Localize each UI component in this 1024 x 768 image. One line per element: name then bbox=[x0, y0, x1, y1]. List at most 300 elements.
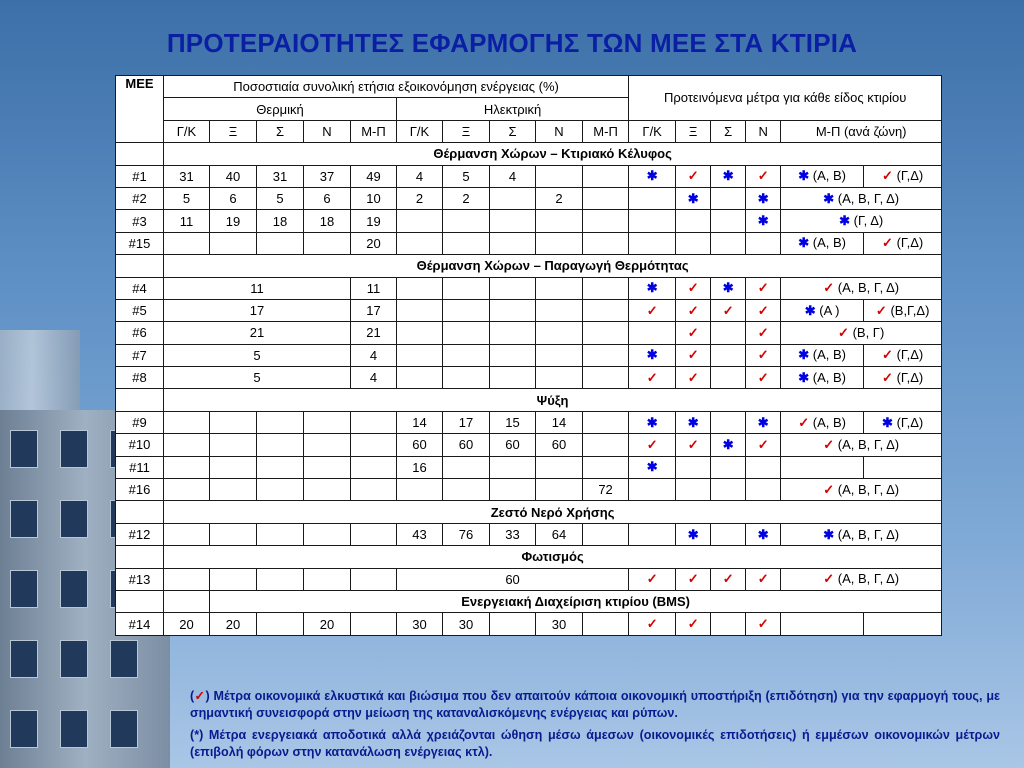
value-cell: 4 bbox=[351, 367, 397, 389]
measure-cell bbox=[711, 187, 746, 209]
table-row bbox=[116, 434, 942, 456]
row-id: #12 bbox=[116, 523, 164, 545]
section-row bbox=[116, 255, 942, 277]
row-id: #2 bbox=[116, 187, 164, 209]
row-id: #9 bbox=[116, 411, 164, 433]
star-icon: ✱ bbox=[646, 168, 658, 184]
value-cell bbox=[490, 299, 536, 321]
value-cell: 19 bbox=[210, 210, 257, 232]
measure-cell bbox=[676, 210, 711, 232]
value-cell bbox=[397, 367, 443, 389]
check-icon: ✓ bbox=[757, 436, 769, 452]
section-title: Ψύξη bbox=[164, 389, 942, 411]
value-cell bbox=[257, 523, 304, 545]
value-cell bbox=[443, 479, 490, 501]
measure-cell bbox=[746, 613, 781, 635]
thermal-merged-value: 11 bbox=[164, 277, 351, 299]
value-cell bbox=[583, 523, 629, 545]
value-cell bbox=[304, 479, 351, 501]
value-cell: 33 bbox=[490, 523, 536, 545]
table-row bbox=[116, 367, 942, 389]
check-icon: ✓ bbox=[646, 616, 658, 632]
measure-cell bbox=[711, 456, 746, 478]
header-row-1 bbox=[116, 76, 942, 98]
thermal-merged-value: 21 bbox=[164, 322, 351, 344]
value-cell bbox=[490, 187, 536, 209]
star-icon: ✱ bbox=[722, 436, 734, 452]
row-id: #14 bbox=[116, 613, 164, 635]
section-title: Θέρμανση Χώρων – Κτιριακό Κέλυφος bbox=[164, 143, 942, 165]
row-id: #8 bbox=[116, 367, 164, 389]
value-cell: 14 bbox=[536, 411, 583, 433]
measure-cell bbox=[746, 232, 781, 254]
value-cell bbox=[490, 344, 536, 366]
value-cell bbox=[490, 613, 536, 635]
measure-cell bbox=[746, 568, 781, 590]
value-cell: 20 bbox=[304, 613, 351, 635]
col-n-measures: Ν bbox=[746, 120, 781, 142]
star-icon: ✱ bbox=[646, 347, 658, 363]
zone-label: (Α ) bbox=[819, 302, 840, 318]
value-cell bbox=[164, 232, 210, 254]
zone-label: (Α, Β) bbox=[812, 347, 847, 363]
value-cell bbox=[164, 411, 210, 433]
measure-cell bbox=[676, 523, 711, 545]
value-cell: 21 bbox=[351, 322, 397, 344]
page-title: ΠΡΟΤΕΡΑΙΟΤΗΤΕΣ ΕΦΑΡΜΟΓΗΣ ΤΩΝ ΜΕΕ ΣΤΑ ΚΤΙΡΙΑ bbox=[166, 28, 858, 58]
measure-cell bbox=[711, 277, 746, 299]
measure-cell bbox=[629, 456, 676, 478]
measure-zone-cell bbox=[781, 479, 942, 501]
check-icon: ✓ bbox=[838, 324, 849, 340]
check-icon: ✓ bbox=[687, 302, 699, 318]
value-cell bbox=[536, 479, 583, 501]
measure-zone-cell bbox=[781, 367, 864, 389]
star-icon: ✱ bbox=[722, 168, 734, 184]
check-icon: ✓ bbox=[722, 571, 734, 587]
value-cell bbox=[583, 411, 629, 433]
value-cell: 11 bbox=[351, 277, 397, 299]
value-cell: 30 bbox=[397, 613, 443, 635]
measure-zone-cell bbox=[781, 210, 942, 232]
zone-label: (Α, Β) bbox=[812, 414, 847, 430]
measure-cell bbox=[629, 210, 676, 232]
table-row bbox=[116, 322, 942, 344]
measure-cell bbox=[746, 523, 781, 545]
section-title: Ζεστό Νερό Χρήσης bbox=[164, 501, 942, 523]
footnotes bbox=[190, 688, 1000, 766]
measure-zone-cell bbox=[864, 232, 942, 254]
zone-label: (Α, Β) bbox=[812, 168, 847, 184]
value-cell bbox=[583, 344, 629, 366]
check-icon: ✓ bbox=[687, 436, 699, 452]
value-cell: 11 bbox=[164, 210, 210, 232]
col-gk-measures: Γ/Κ bbox=[629, 120, 676, 142]
value-cell: 5 bbox=[443, 165, 490, 187]
zone-label: (Γ, Δ) bbox=[853, 213, 884, 229]
measure-cell bbox=[629, 523, 676, 545]
value-cell bbox=[583, 613, 629, 635]
value-cell: 10 bbox=[351, 187, 397, 209]
value-cell bbox=[536, 165, 583, 187]
zone-label: (Α, Β, Γ, Δ) bbox=[837, 190, 900, 206]
value-cell: 60 bbox=[443, 434, 490, 456]
check-icon: ✓ bbox=[757, 616, 769, 632]
measure-cell bbox=[629, 322, 676, 344]
measure-cell bbox=[676, 165, 711, 187]
star-icon: ✱ bbox=[687, 190, 699, 206]
value-cell: 18 bbox=[257, 210, 304, 232]
star-icon: ✱ bbox=[798, 235, 810, 251]
measure-zone-cell bbox=[864, 367, 942, 389]
measure-cell bbox=[711, 165, 746, 187]
value-cell bbox=[583, 210, 629, 232]
value-cell: 19 bbox=[351, 210, 397, 232]
value-cell bbox=[536, 322, 583, 344]
star-icon: ✱ bbox=[646, 280, 658, 296]
section-title: Θέρμανση Χώρων – Παραγωγή Θερμότητας bbox=[164, 255, 942, 277]
measure-cell bbox=[746, 277, 781, 299]
col-x-electric: Ξ bbox=[443, 120, 490, 142]
star-icon: ✱ bbox=[823, 526, 835, 542]
table-row bbox=[116, 568, 942, 590]
value-cell bbox=[443, 322, 490, 344]
measure-cell bbox=[676, 232, 711, 254]
value-cell bbox=[164, 456, 210, 478]
measure-zone-cell bbox=[864, 411, 942, 433]
check-icon: ✓ bbox=[757, 324, 769, 340]
measure-cell bbox=[676, 299, 711, 321]
star-icon: ✱ bbox=[798, 369, 810, 385]
value-cell: 18 bbox=[304, 210, 351, 232]
row-id: #6 bbox=[116, 322, 164, 344]
check-icon: ✓ bbox=[687, 324, 699, 340]
table-row bbox=[116, 187, 942, 209]
measure-cell bbox=[629, 344, 676, 366]
value-cell: 64 bbox=[536, 523, 583, 545]
value-cell bbox=[443, 344, 490, 366]
measure-cell bbox=[746, 367, 781, 389]
row-id: #15 bbox=[116, 232, 164, 254]
footnote-star: (*) Μέτρα ενεργειακά αποδοτικά αλλά χρειάζονται ώθηση μέσω άμεσων (οικονομικές επιδοτήσεις) ή εμμέσων οικονομικών μέτρων (επιβολή φόρων στην κατανάλωση ενέργειας κτλ). bbox=[190, 728, 1000, 759]
measure-cell bbox=[676, 434, 711, 456]
star-icon: ✱ bbox=[757, 213, 769, 229]
value-cell: 20 bbox=[351, 232, 397, 254]
row-id: #4 bbox=[116, 277, 164, 299]
measure-cell bbox=[629, 613, 676, 635]
section-title: Ενεργειακή Διαχείριση κτιρίου (BMS) bbox=[210, 590, 942, 612]
measure-zone-cell bbox=[781, 523, 942, 545]
col-n-electric: Ν bbox=[536, 120, 583, 142]
value-cell bbox=[583, 322, 629, 344]
table-row bbox=[116, 523, 942, 545]
row-id: #16 bbox=[116, 479, 164, 501]
value-cell: 2 bbox=[443, 187, 490, 209]
value-cell bbox=[583, 367, 629, 389]
row-id: #13 bbox=[116, 568, 164, 590]
value-cell: 17 bbox=[351, 299, 397, 321]
value-cell: 40 bbox=[210, 165, 257, 187]
value-cell bbox=[536, 299, 583, 321]
check-icon: ✓ bbox=[757, 168, 769, 184]
measure-cell bbox=[676, 344, 711, 366]
measure-cell bbox=[676, 479, 711, 501]
check-icon: ✓ bbox=[882, 168, 893, 184]
table-row bbox=[116, 210, 942, 232]
value-cell bbox=[397, 277, 443, 299]
check-icon: ✓ bbox=[757, 302, 769, 318]
check-icon: ✓ bbox=[823, 436, 835, 452]
value-cell bbox=[210, 232, 257, 254]
value-cell bbox=[210, 479, 257, 501]
section-row bbox=[116, 143, 942, 165]
measure-cell bbox=[711, 367, 746, 389]
value-cell bbox=[164, 568, 210, 590]
value-cell bbox=[397, 479, 443, 501]
measure-cell bbox=[676, 411, 711, 433]
value-cell bbox=[351, 613, 397, 635]
star-icon: ✱ bbox=[687, 526, 699, 542]
value-cell bbox=[490, 232, 536, 254]
value-cell bbox=[490, 210, 536, 232]
value-cell bbox=[210, 523, 257, 545]
row-id: #3 bbox=[116, 210, 164, 232]
measure-zone-cell bbox=[781, 456, 864, 478]
value-cell bbox=[490, 479, 536, 501]
value-cell bbox=[257, 568, 304, 590]
value-cell: 5 bbox=[164, 187, 210, 209]
value-cell: 4 bbox=[351, 344, 397, 366]
check-icon: ✓ bbox=[646, 571, 658, 587]
value-cell: 2 bbox=[536, 187, 583, 209]
value-cell bbox=[210, 434, 257, 456]
measure-zone-cell bbox=[781, 232, 864, 254]
value-cell: 72 bbox=[583, 479, 629, 501]
value-cell bbox=[164, 434, 210, 456]
star-icon: ✱ bbox=[798, 347, 810, 363]
measure-zone-cell bbox=[781, 299, 864, 321]
measure-cell bbox=[746, 187, 781, 209]
measure-cell bbox=[746, 456, 781, 478]
value-cell: 30 bbox=[536, 613, 583, 635]
check-icon: ✓ bbox=[757, 347, 769, 363]
check-icon: ✓ bbox=[687, 571, 699, 587]
measure-zone-cell bbox=[864, 165, 942, 187]
value-cell bbox=[164, 479, 210, 501]
zone-label: (Γ,Δ) bbox=[896, 369, 924, 385]
measure-cell bbox=[629, 165, 676, 187]
value-cell bbox=[164, 523, 210, 545]
check-icon: ✓ bbox=[722, 302, 734, 318]
measure-cell bbox=[629, 277, 676, 299]
measure-zone-cell bbox=[781, 568, 942, 590]
thermal-merged-value: 17 bbox=[164, 299, 351, 321]
check-icon: ✓ bbox=[646, 369, 658, 385]
value-cell bbox=[351, 523, 397, 545]
row-id: #7 bbox=[116, 344, 164, 366]
measure-cell bbox=[746, 411, 781, 433]
value-cell bbox=[257, 411, 304, 433]
value-cell bbox=[490, 277, 536, 299]
table-row bbox=[116, 344, 942, 366]
star-icon: ✱ bbox=[646, 459, 658, 475]
value-cell: 60 bbox=[536, 434, 583, 456]
thermal-merged-value: 5 bbox=[164, 344, 351, 366]
value-cell: 60 bbox=[397, 434, 443, 456]
check-icon: ✓ bbox=[823, 571, 835, 587]
electric-merged-value: 60 bbox=[397, 568, 629, 590]
measure-cell bbox=[629, 187, 676, 209]
star-icon: ✱ bbox=[757, 526, 769, 542]
zone-label: (Γ,Δ) bbox=[896, 168, 924, 184]
check-icon: ✓ bbox=[875, 302, 887, 318]
value-cell bbox=[397, 344, 443, 366]
table-row bbox=[116, 411, 942, 433]
measure-cell bbox=[746, 434, 781, 456]
value-cell: 49 bbox=[351, 165, 397, 187]
measure-cell bbox=[746, 344, 781, 366]
table-row bbox=[116, 479, 942, 501]
value-cell bbox=[304, 456, 351, 478]
col-x-measures: Ξ bbox=[676, 120, 711, 142]
value-cell bbox=[210, 411, 257, 433]
value-cell: 14 bbox=[397, 411, 443, 433]
value-cell bbox=[583, 165, 629, 187]
star-icon: ✱ bbox=[722, 280, 734, 296]
priorities-table bbox=[115, 75, 942, 636]
value-cell: 60 bbox=[490, 434, 536, 456]
measure-cell bbox=[676, 456, 711, 478]
value-cell bbox=[536, 210, 583, 232]
check-icon: ✓ bbox=[687, 347, 699, 363]
measure-zone-cell bbox=[781, 165, 864, 187]
check-icon: ✓ bbox=[687, 168, 699, 184]
header-row-3 bbox=[116, 120, 942, 142]
table-row bbox=[116, 299, 942, 321]
zone-label: (Β, Γ) bbox=[852, 324, 885, 340]
measure-cell bbox=[711, 523, 746, 545]
check-icon: ✓ bbox=[757, 369, 769, 385]
measure-zone-cell bbox=[781, 344, 864, 366]
value-cell bbox=[490, 322, 536, 344]
measure-cell bbox=[711, 568, 746, 590]
value-cell: 2 bbox=[397, 187, 443, 209]
measure-zone-cell bbox=[781, 322, 942, 344]
value-cell bbox=[210, 456, 257, 478]
row-id: #1 bbox=[116, 165, 164, 187]
measure-cell bbox=[676, 277, 711, 299]
star-icon: ✱ bbox=[804, 302, 816, 318]
measure-cell bbox=[746, 299, 781, 321]
value-cell bbox=[351, 568, 397, 590]
footnote-check: (✓) Μέτρα οικονομικά ελκυστικά και βιώσιμα που δεν απαιτούν κάποια οικονομική υποστήριξη (επιδότηση) για την εφαρμογή τους, με σημαντική συνεισφορά στην μείωση της καταναλισκόμενης ενέργειας και ρύπων. bbox=[190, 689, 1000, 720]
measure-zone-cell bbox=[864, 456, 942, 478]
value-cell bbox=[304, 434, 351, 456]
measure-cell bbox=[676, 367, 711, 389]
table-row bbox=[116, 165, 942, 187]
section-row bbox=[116, 501, 942, 523]
value-cell: 30 bbox=[443, 613, 490, 635]
zone-label: (Α, Β, Γ, Δ) bbox=[837, 436, 900, 452]
value-cell bbox=[257, 456, 304, 478]
check-icon: ✓ bbox=[687, 369, 699, 385]
value-cell bbox=[351, 456, 397, 478]
measure-zone-cell bbox=[864, 613, 942, 635]
star-icon: ✱ bbox=[646, 414, 658, 430]
measure-cell bbox=[676, 322, 711, 344]
measure-zone-cell bbox=[864, 344, 942, 366]
section-row bbox=[116, 546, 942, 568]
star-icon: ✱ bbox=[757, 190, 769, 206]
table-row bbox=[116, 456, 942, 478]
measure-cell bbox=[676, 568, 711, 590]
measure-cell bbox=[629, 434, 676, 456]
value-cell: 16 bbox=[397, 456, 443, 478]
col-x-thermal: Ξ bbox=[210, 120, 257, 142]
header-measures: Προτεινόμενα μέτρα για κάθε είδος κτιρίου bbox=[629, 76, 942, 121]
value-cell bbox=[397, 299, 443, 321]
value-cell bbox=[351, 411, 397, 433]
zone-label: (Γ,Δ) bbox=[896, 347, 924, 363]
value-cell: 4 bbox=[397, 165, 443, 187]
check-icon: ✓ bbox=[798, 414, 810, 430]
value-cell bbox=[257, 613, 304, 635]
check-icon: ✓ bbox=[646, 436, 658, 452]
star-icon: ✱ bbox=[839, 213, 850, 229]
check-icon: ✓ bbox=[687, 616, 699, 632]
value-cell bbox=[397, 232, 443, 254]
star-icon: ✱ bbox=[757, 414, 769, 430]
value-cell bbox=[351, 479, 397, 501]
value-cell: 15 bbox=[490, 411, 536, 433]
measure-cell bbox=[629, 479, 676, 501]
value-cell: 17 bbox=[443, 411, 490, 433]
measure-cell bbox=[711, 232, 746, 254]
value-cell: 6 bbox=[304, 187, 351, 209]
check-icon: ✓ bbox=[757, 571, 769, 587]
measure-cell bbox=[711, 322, 746, 344]
value-cell: 43 bbox=[397, 523, 443, 545]
measure-cell bbox=[711, 613, 746, 635]
value-cell bbox=[583, 232, 629, 254]
value-cell bbox=[583, 187, 629, 209]
value-cell bbox=[443, 277, 490, 299]
value-cell bbox=[536, 277, 583, 299]
measure-cell bbox=[629, 568, 676, 590]
zone-label: (Β,Γ,Δ) bbox=[890, 302, 930, 318]
measure-cell bbox=[629, 232, 676, 254]
value-cell: 5 bbox=[257, 187, 304, 209]
zone-label: (Α, Β, Γ, Δ) bbox=[837, 481, 900, 497]
value-cell: 31 bbox=[257, 165, 304, 187]
table-row bbox=[116, 277, 942, 299]
col-mp-electric: Μ-Π bbox=[583, 120, 629, 142]
measure-zone-cell bbox=[781, 434, 942, 456]
value-cell bbox=[536, 456, 583, 478]
col-n-thermal: Ν bbox=[304, 120, 351, 142]
value-cell: 37 bbox=[304, 165, 351, 187]
value-cell: 20 bbox=[164, 613, 210, 635]
header-savings: Ποσοστιαία συνολική ετήσια εξοικονόμηση ενέργειας (%) bbox=[164, 76, 629, 98]
section-row bbox=[116, 590, 942, 612]
value-cell bbox=[210, 568, 257, 590]
check-icon: ✓ bbox=[194, 689, 206, 703]
measure-cell bbox=[629, 299, 676, 321]
value-cell bbox=[583, 434, 629, 456]
measure-cell bbox=[746, 322, 781, 344]
value-cell bbox=[536, 367, 583, 389]
measure-zone-cell bbox=[781, 277, 942, 299]
